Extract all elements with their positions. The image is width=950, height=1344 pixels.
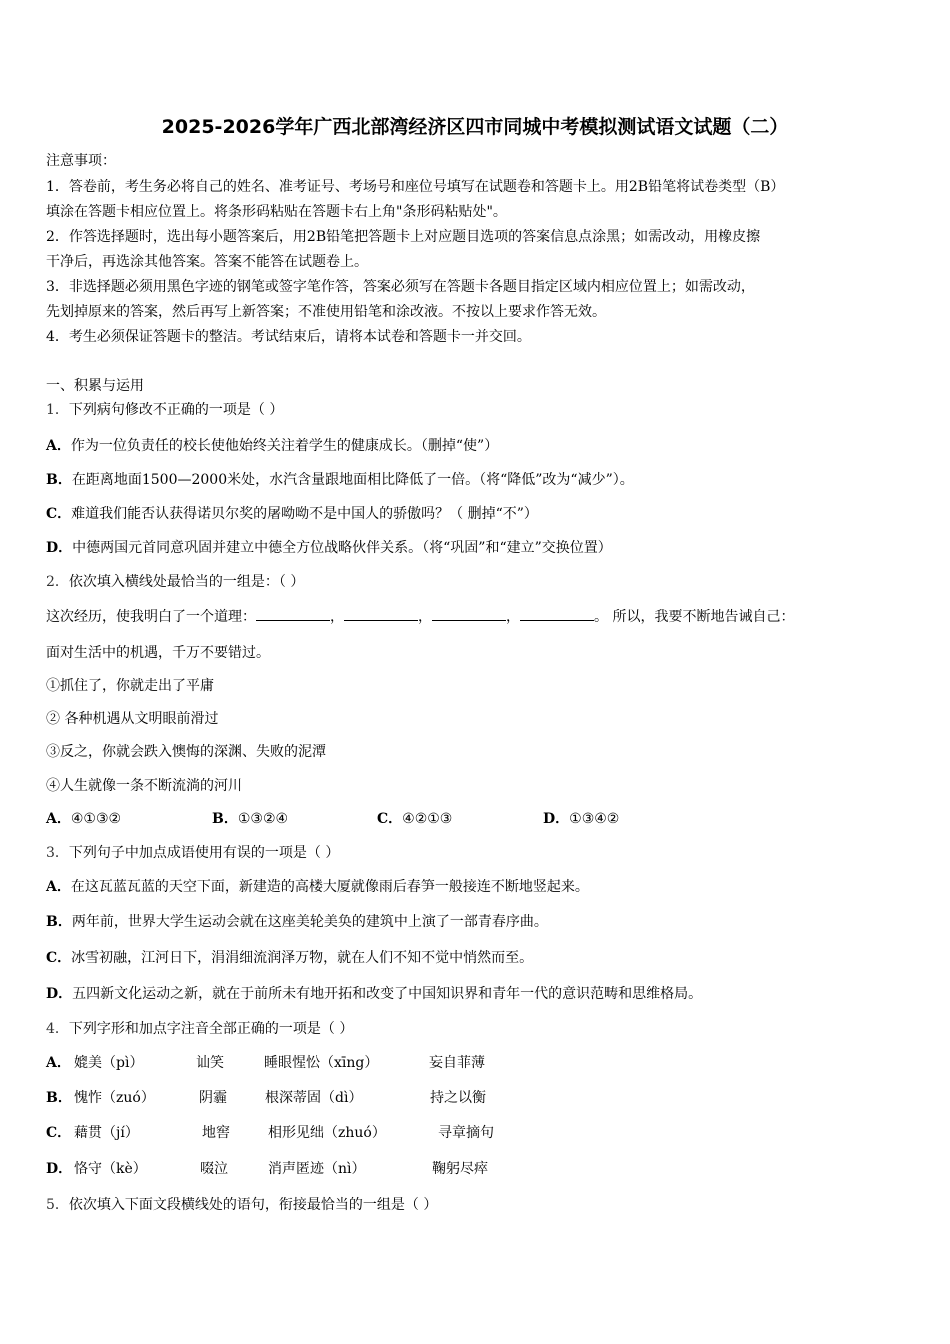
question-3 (46, 843, 906, 863)
option-cell: 地窖 (202, 1125, 230, 1141)
q3-option-d (46, 984, 906, 1004)
question-number: 5． (46, 1197, 69, 1213)
option-label: A． (46, 1055, 71, 1071)
section-heading: 一、积累与运用 (46, 378, 144, 394)
q3-option-b (46, 912, 906, 932)
q1-option-c (46, 504, 906, 524)
option-label: B． (46, 1090, 72, 1106)
question-stem: 依次填入下面文段横线处的语句，衔接最恰当的一组是（ ） (68, 1197, 438, 1213)
option-label: C． (377, 811, 403, 827)
notice-line: 4．考生必须保证答题卡的整洁。考试结束后，请将本试卷和答题卡一并交回。 (46, 329, 531, 345)
fill-blank (344, 606, 418, 621)
passage-end: 。 所以，我要不断地告诫自己： (594, 609, 795, 625)
q1-option-a (46, 436, 906, 456)
option-cell: 妄自菲薄 (429, 1055, 485, 1071)
question-stem: 下列字形和加点字注音全部正确的一项是（ ） (68, 1021, 354, 1037)
question-stem: 下列句子中加点成语使用有误的一项是（ ） (68, 845, 340, 861)
option-cell: 讪笑 (196, 1055, 224, 1071)
q2-item: ② 各种机遇从文明眼前滑过 (46, 711, 219, 727)
q2-item: ④人生就像一条不断流淌的河川 (46, 778, 242, 794)
separator: ， (330, 609, 344, 625)
option-text: ④①③② (70, 811, 122, 827)
q2-item: ③反之，你就会跌入懊悔的深渊、失败的泥潭 (46, 744, 326, 760)
notice-line: 干净后，再选涂其他答案。答案不能答在试题卷上。 (46, 254, 368, 270)
option-label: B． (46, 914, 72, 930)
option-cell: 持之以衡 (430, 1090, 486, 1106)
question-5 (46, 1195, 906, 1215)
option-cell: 根深蒂固（dì） (265, 1090, 363, 1106)
option-cell: 睡眼惺忪（xīng） (264, 1055, 379, 1071)
question-number: 1． (46, 402, 69, 418)
option-label: D． (46, 986, 73, 1002)
option-label: A． (46, 811, 71, 827)
question-number: 3． (46, 845, 69, 861)
option-cell: 藉贯（jí） (74, 1125, 139, 1141)
notice-line: 填涂在答题卡相应位置上。将条形码粘贴在答题卡右上角"条形码粘贴处"。 (46, 204, 507, 220)
notice-line: 3．非选择题必须用黑色字迹的钢笔或签字笔作答，答案必须写在答题卡各题目指定区域内相应位置上；如需改动， (46, 279, 755, 295)
option-text: 在这瓦蓝瓦蓝的天空下面，新建造的高楼大厦就像雨后春笋一般接连不断地竖起来。 (70, 879, 589, 895)
option-cell: 愧怍（zuó） (74, 1090, 155, 1106)
option-text: 五四新文化运动之新，就在于前所未有地开拓和改变了中国知识界和青年一代的意识范畴和思维格局。 (72, 986, 703, 1002)
fill-blank (520, 606, 594, 621)
fill-blank (432, 606, 506, 621)
option-text: ①③④② (569, 811, 620, 827)
option-label: D． (46, 540, 73, 556)
option-cell: 媲美（pì） (74, 1055, 144, 1071)
notice-heading: 注意事项： (46, 153, 116, 169)
q1-option-d (46, 538, 906, 558)
option-label: C． (46, 950, 72, 966)
notice-line: 1．答卷前，考生务必将自己的姓名、准考证号、考场号和座位号填写在试题卷和答题卡上。用2B铅笔将试卷类型（B） (46, 179, 785, 195)
notice-line: 2．作答选择题时，选出每小题答案后，用2B铅笔把答题卡上对应题目选项的答案信息点涂黑；如需改动，用橡皮擦 (46, 229, 761, 245)
option-cell: 消声匿迹（nì） (268, 1161, 366, 1177)
separator: ， (506, 609, 520, 625)
option-cell: 啜泣 (200, 1161, 228, 1177)
option-label: C． (46, 1125, 72, 1141)
question-1 (46, 400, 906, 420)
question-stem: 依次填入横线处最恰当的一组是：（ ） (68, 574, 305, 590)
option-label: B． (46, 472, 72, 488)
q2-option-c (377, 809, 452, 829)
option-text: 作为一位负责任的校长使他始终关注着学生的健康成长。（删掉“使”） (70, 438, 499, 454)
option-label: D． (46, 1161, 73, 1177)
question-number: 2． (46, 574, 69, 590)
option-label: A． (46, 879, 71, 895)
page-title: 2025-2026学年广西北部湾经济区四市同城中考模拟测试语文试题（二） (161, 116, 789, 138)
fill-blank (256, 606, 330, 621)
option-label: A． (46, 438, 71, 454)
option-cell: 阴霾 (199, 1090, 227, 1106)
option-label: C． (46, 506, 72, 522)
option-label: D． (543, 811, 570, 827)
q2-passage-line-1 (46, 606, 906, 627)
q3-option-a (46, 877, 906, 897)
passage-start: 这次经历，使我明白了一个道理： (46, 609, 256, 625)
option-text: 冰雪初融，江河日下，涓涓细流润泽万物，就在人们不知不觉中悄然而至。 (71, 950, 534, 966)
q3-option-c (46, 948, 906, 968)
question-number: 4． (46, 1021, 69, 1037)
option-label: B． (212, 811, 238, 827)
q1-option-b (46, 470, 906, 490)
option-cell: 恪守（kè） (74, 1161, 147, 1177)
option-text: ④②①③ (402, 811, 453, 827)
option-cell: 寻章摘句 (438, 1125, 494, 1141)
q2-option-d (543, 809, 619, 829)
option-cell: 相形见绌（zhuó） (268, 1125, 386, 1141)
option-text: 两年前，世界大学生运动会就在这座美轮美奂的建筑中上演了一部青春序曲。 (71, 914, 548, 930)
q2-passage-line-2: 面对生活中的机遇，千万不要错过。 (46, 645, 270, 661)
notice-line: 先划掉原来的答案，然后再写上新答案；不准使用铅笔和涂改液。不按以上要求作答无效。 (46, 304, 606, 320)
separator: ， (418, 609, 432, 625)
q2-item: ①抓住了，你就走出了平庸 (46, 678, 214, 694)
question-stem: 下列病句修改不正确的一项是（ ） (68, 402, 284, 418)
option-text: ①③②④ (237, 811, 289, 827)
option-text: 难道我们能否认获得诺贝尔奖的屠呦呦不是中国人的骄傲吗？（ 删掉“不”） (71, 506, 538, 522)
q2-option-a (46, 809, 121, 829)
question-4 (46, 1019, 906, 1039)
q2-option-b (212, 809, 288, 829)
option-text: 中德两国元首同意巩固并建立中德全方位战略伙伴关系。（将“巩固”和“建立”交换位置） (72, 540, 612, 556)
question-2 (46, 572, 906, 592)
option-cell: 鞠躬尽瘁 (432, 1161, 488, 1177)
option-text: 在距离地面1500—2000米处，水汽含量跟地面相比降低了一倍。（将“降低”改为“减少”）。 (71, 472, 634, 488)
